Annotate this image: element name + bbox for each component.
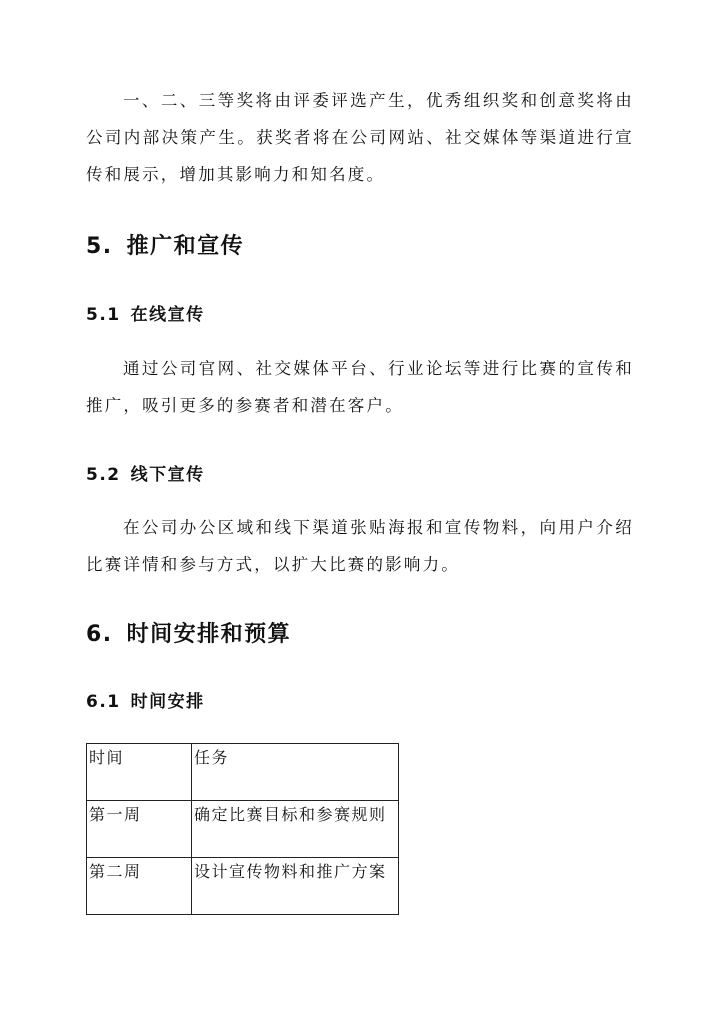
table-cell: 第二周 — [87, 858, 192, 915]
section-6-1-title: 时间安排 — [130, 692, 205, 712]
table-header-cell: 时间 — [87, 744, 192, 801]
section-6-1-heading — [86, 687, 634, 712]
section-6-number: 6. — [86, 622, 113, 647]
section-5-2-title: 线下宣传 — [130, 465, 205, 485]
table-header-cell: 任务 — [192, 744, 399, 801]
section-6-heading — [86, 617, 634, 648]
table-header-row — [87, 744, 399, 801]
intro-paragraph: 一、二、三等奖将由评委评选产生，优秀组织奖和创意奖将由公司内部决策产生。获奖者将在公司网站、社交媒体等渠道进行宣传和展示，增加其影响力和知名度。 — [86, 91, 634, 184]
table-row — [87, 858, 399, 915]
table-row — [87, 801, 399, 858]
section-5-1-number: 5.1 — [86, 305, 121, 325]
section-5-2-number: 5.2 — [86, 465, 121, 485]
section-5-heading — [86, 229, 634, 260]
section-5-1-title: 在线宣传 — [130, 305, 205, 325]
section-6-title: 时间安排和预算 — [126, 622, 292, 647]
table-cell: 确定比赛目标和参赛规则 — [192, 801, 399, 858]
table-cell: 第一周 — [87, 801, 192, 858]
section-5-1-heading — [86, 300, 634, 325]
table-cell: 设计宣传物料和推广方案 — [192, 858, 399, 915]
section-6-1-number: 6.1 — [86, 692, 121, 712]
section-5-title: 推广和宣传 — [126, 234, 245, 259]
schedule-table — [86, 743, 399, 915]
section-5-1-paragraph: 通过公司官网、社交媒体平台、行业论坛等进行比赛的宣传和推广，吸引更多的参赛者和潜在客户。 — [86, 359, 634, 415]
section-5-2-heading — [86, 460, 634, 485]
section-5-2-paragraph: 在公司办公区域和线下渠道张贴海报和宣传物料，向用户介绍比赛详情和参与方式，以扩大比赛的影响力。 — [86, 518, 634, 574]
section-5-number: 5. — [86, 234, 113, 259]
